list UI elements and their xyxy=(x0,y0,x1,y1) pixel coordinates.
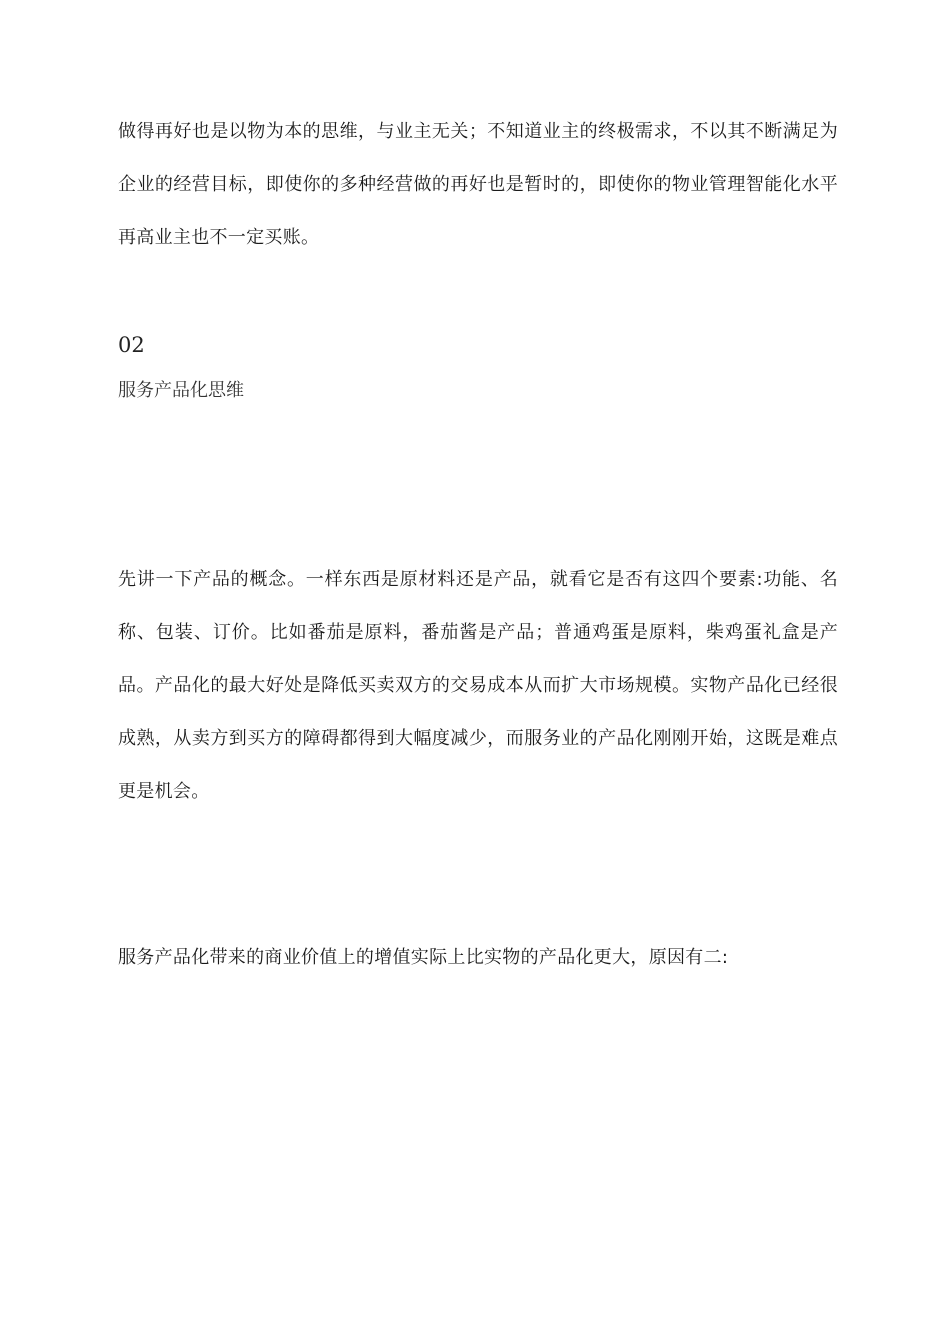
body-paragraph-1: 做得再好也是以物为本的思维，与业主无关；不知道业主的终极需求，不以其不断满足为企业的经营目标，即使你的多种经营做的再好也是暂时的，即使你的物业管理智能化水平再高业主也不一定买账。 xyxy=(118,121,838,248)
body-paragraph-2: 先讲一下产品的概念。一样东西是原材料还是产品，就看它是否有这四个要素:功能、名称、包装、订价。比如番茄是原料，番茄酱是产品；普通鸡蛋是原料，柴鸡蛋礼盒是产品。产品化的最大好处是降低买卖双方的交易成本从而扩大市场规模。实物产品化已经很成熟，从卖方到买方的障碍都得到大幅度减少，而服务业的产品化刚刚开始，这既是难点更是机会。 xyxy=(118,569,838,802)
body-paragraph-3: 服务产品化带来的商业价值上的增值实际上比实物的产品化更大，原因有二: xyxy=(118,947,729,968)
section-title: 服务产品化思维 xyxy=(118,380,244,401)
section-number: 02 xyxy=(118,333,145,357)
